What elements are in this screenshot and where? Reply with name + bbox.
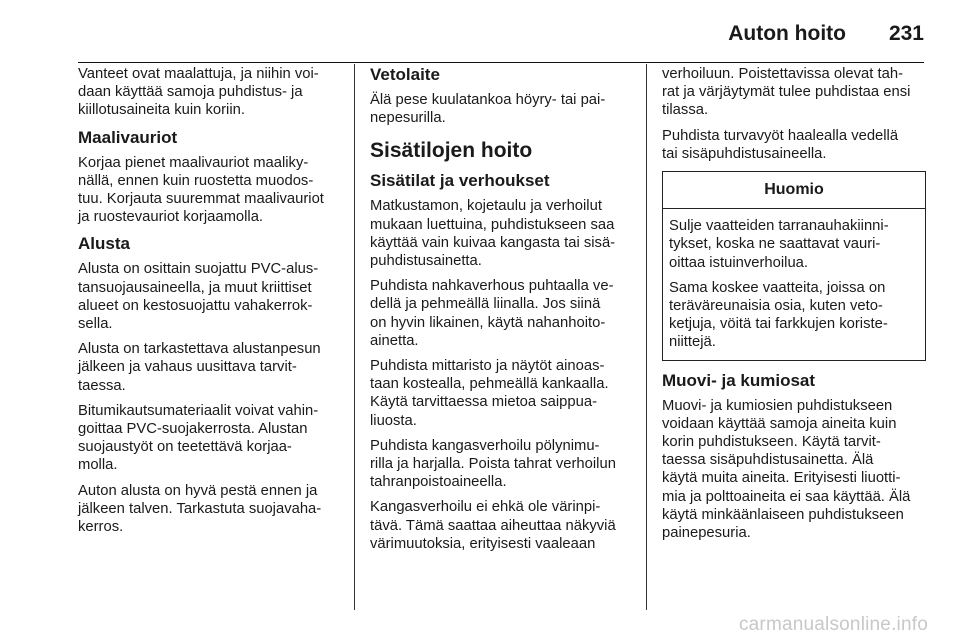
alusta-paragraph: Auton alusta on hyvä pestä ennen ja jälkeen talven. Tarkastuta suojavaha- kerros. [78, 482, 322, 536]
section-heading-maalivauriot: Maalivauriot [78, 127, 178, 147]
body-paragraph: Kangasverhoilu ei ehkä ole värinpi- tävä. Tämä saattaa aiheuttaa näkyviä värimuutoksia, erityisesti vaaleaan [370, 499, 616, 552]
body-paragraph: Matkustamon, kojetaulu ja verhoilut mukaan luettuina, puhdistukseen saa käyttää vain kuivaa kangasta tai sisä- puhdistusainetta. [370, 198, 616, 270]
notice-paragraph: Sulje vaatteiden tarranauhakiinni- tykset, koska ne saattavat vauri- oittaa istuinverhoilua. [669, 218, 889, 271]
page-title: Auton hoito [728, 22, 846, 45]
vetolaite-paragraph: Älä pese kuulatankoa höyry- tai pai- nepesurilla. [370, 92, 606, 127]
column-left [78, 65, 350, 543]
body-paragraph: Puhdista turvavyöt haalealla vedellä tai sisäpuhdistusaineella. [662, 127, 899, 162]
column-divider [646, 64, 647, 610]
notice-paragraph: Sama koskee vaatteita, joissa on teräväreunaisia osia, kuten veto- ketjuja, vöitä tai farkkujen koriste- niittejä. [669, 279, 888, 351]
watermark: carmanualsonline.info [738, 614, 928, 635]
chapter-heading-sisatilojen-hoito: Sisätilojen hoito [370, 139, 533, 163]
notice-box [662, 171, 926, 361]
column-right [662, 65, 926, 549]
notice-title: Huomio [663, 172, 925, 209]
body-paragraph: Puhdista mittaristo ja näytöt ainoas- taan kostealla, pehmeällä kankaalla. Käytä tarvittaessa mietoa saippua- liuosta. [370, 358, 609, 429]
body-paragraph: Puhdista nahkaverhous puhtaalla ve- dellä ja pehmeällä liinalla. Jos siinä on hyvin likainen, käytä nahanhoito- ainetta. [370, 278, 614, 349]
body-paragraph: verhoiluun. Poistettavissa olevat tah- rat ja värjäytymät tulee puhdistaa ensi tilassa. [662, 66, 911, 119]
page-header [78, 0, 924, 63]
alusta-paragraph: Alusta on tarkastettava alustanpesun jälkeen ja vahaus uusittava tarvit- taessa. [78, 341, 321, 394]
muovi-paragraph: Muovi- ja kumiosien puhdistukseen voidaan käyttää samoja aineita kuin korin puhdistukseen. Käytä tarvit- taessa sisäpuhdistusainetta. Älä käytä muita aineita. Erityisesti liuotti- mia ja polttoaineita ei saa käyttää. Älä käytä minkäänlaiseen puhdistukseen painepesuria. [662, 397, 911, 542]
section-heading-alusta: Alusta [78, 234, 130, 254]
page-number: 231 [888, 22, 924, 45]
section-heading-vetolaite: Vetolaite [370, 65, 440, 84]
maalivauriot-paragraph: Korjaa pienet maalivauriot maaliky- nällä, ennen kuin ruostetta muodos- tuu. Korjauta suuremmat maalivauriot ja ruostevauriot korjaamolla. [78, 154, 324, 226]
section-heading-muovi: Muovi- ja kumiosat [662, 370, 816, 390]
section-heading-sisatilat: Sisätilat ja verhoukset [370, 171, 550, 191]
notice-body [663, 209, 925, 359]
alusta-paragraph: Alusta on osittain suojattu PVC-alus- tansuojausaineella, ja muut kriittiset alueet on kestosuojattu vahakerrok- sella. [78, 261, 319, 333]
body-paragraph: Puhdista kangasverhoilu pölynimu- rilla ja harjalla. Poista tahrat verhoilun tahranpoistoaineella. [370, 437, 616, 491]
alusta-paragraph: Bitumikautsumateriaalit voivat vahin- goittaa PVC-suojakerrosta. Alustan suojaustyöt on teetettävä korjaa- molla. [78, 402, 319, 474]
column-divider [354, 64, 355, 610]
intro-paragraph: Vanteet ovat maalattuja, ja niihin voi- daan käyttää samoja puhdistus- ja kiillotusaineita kuin koriin. [78, 66, 319, 119]
column-middle [370, 65, 634, 560]
